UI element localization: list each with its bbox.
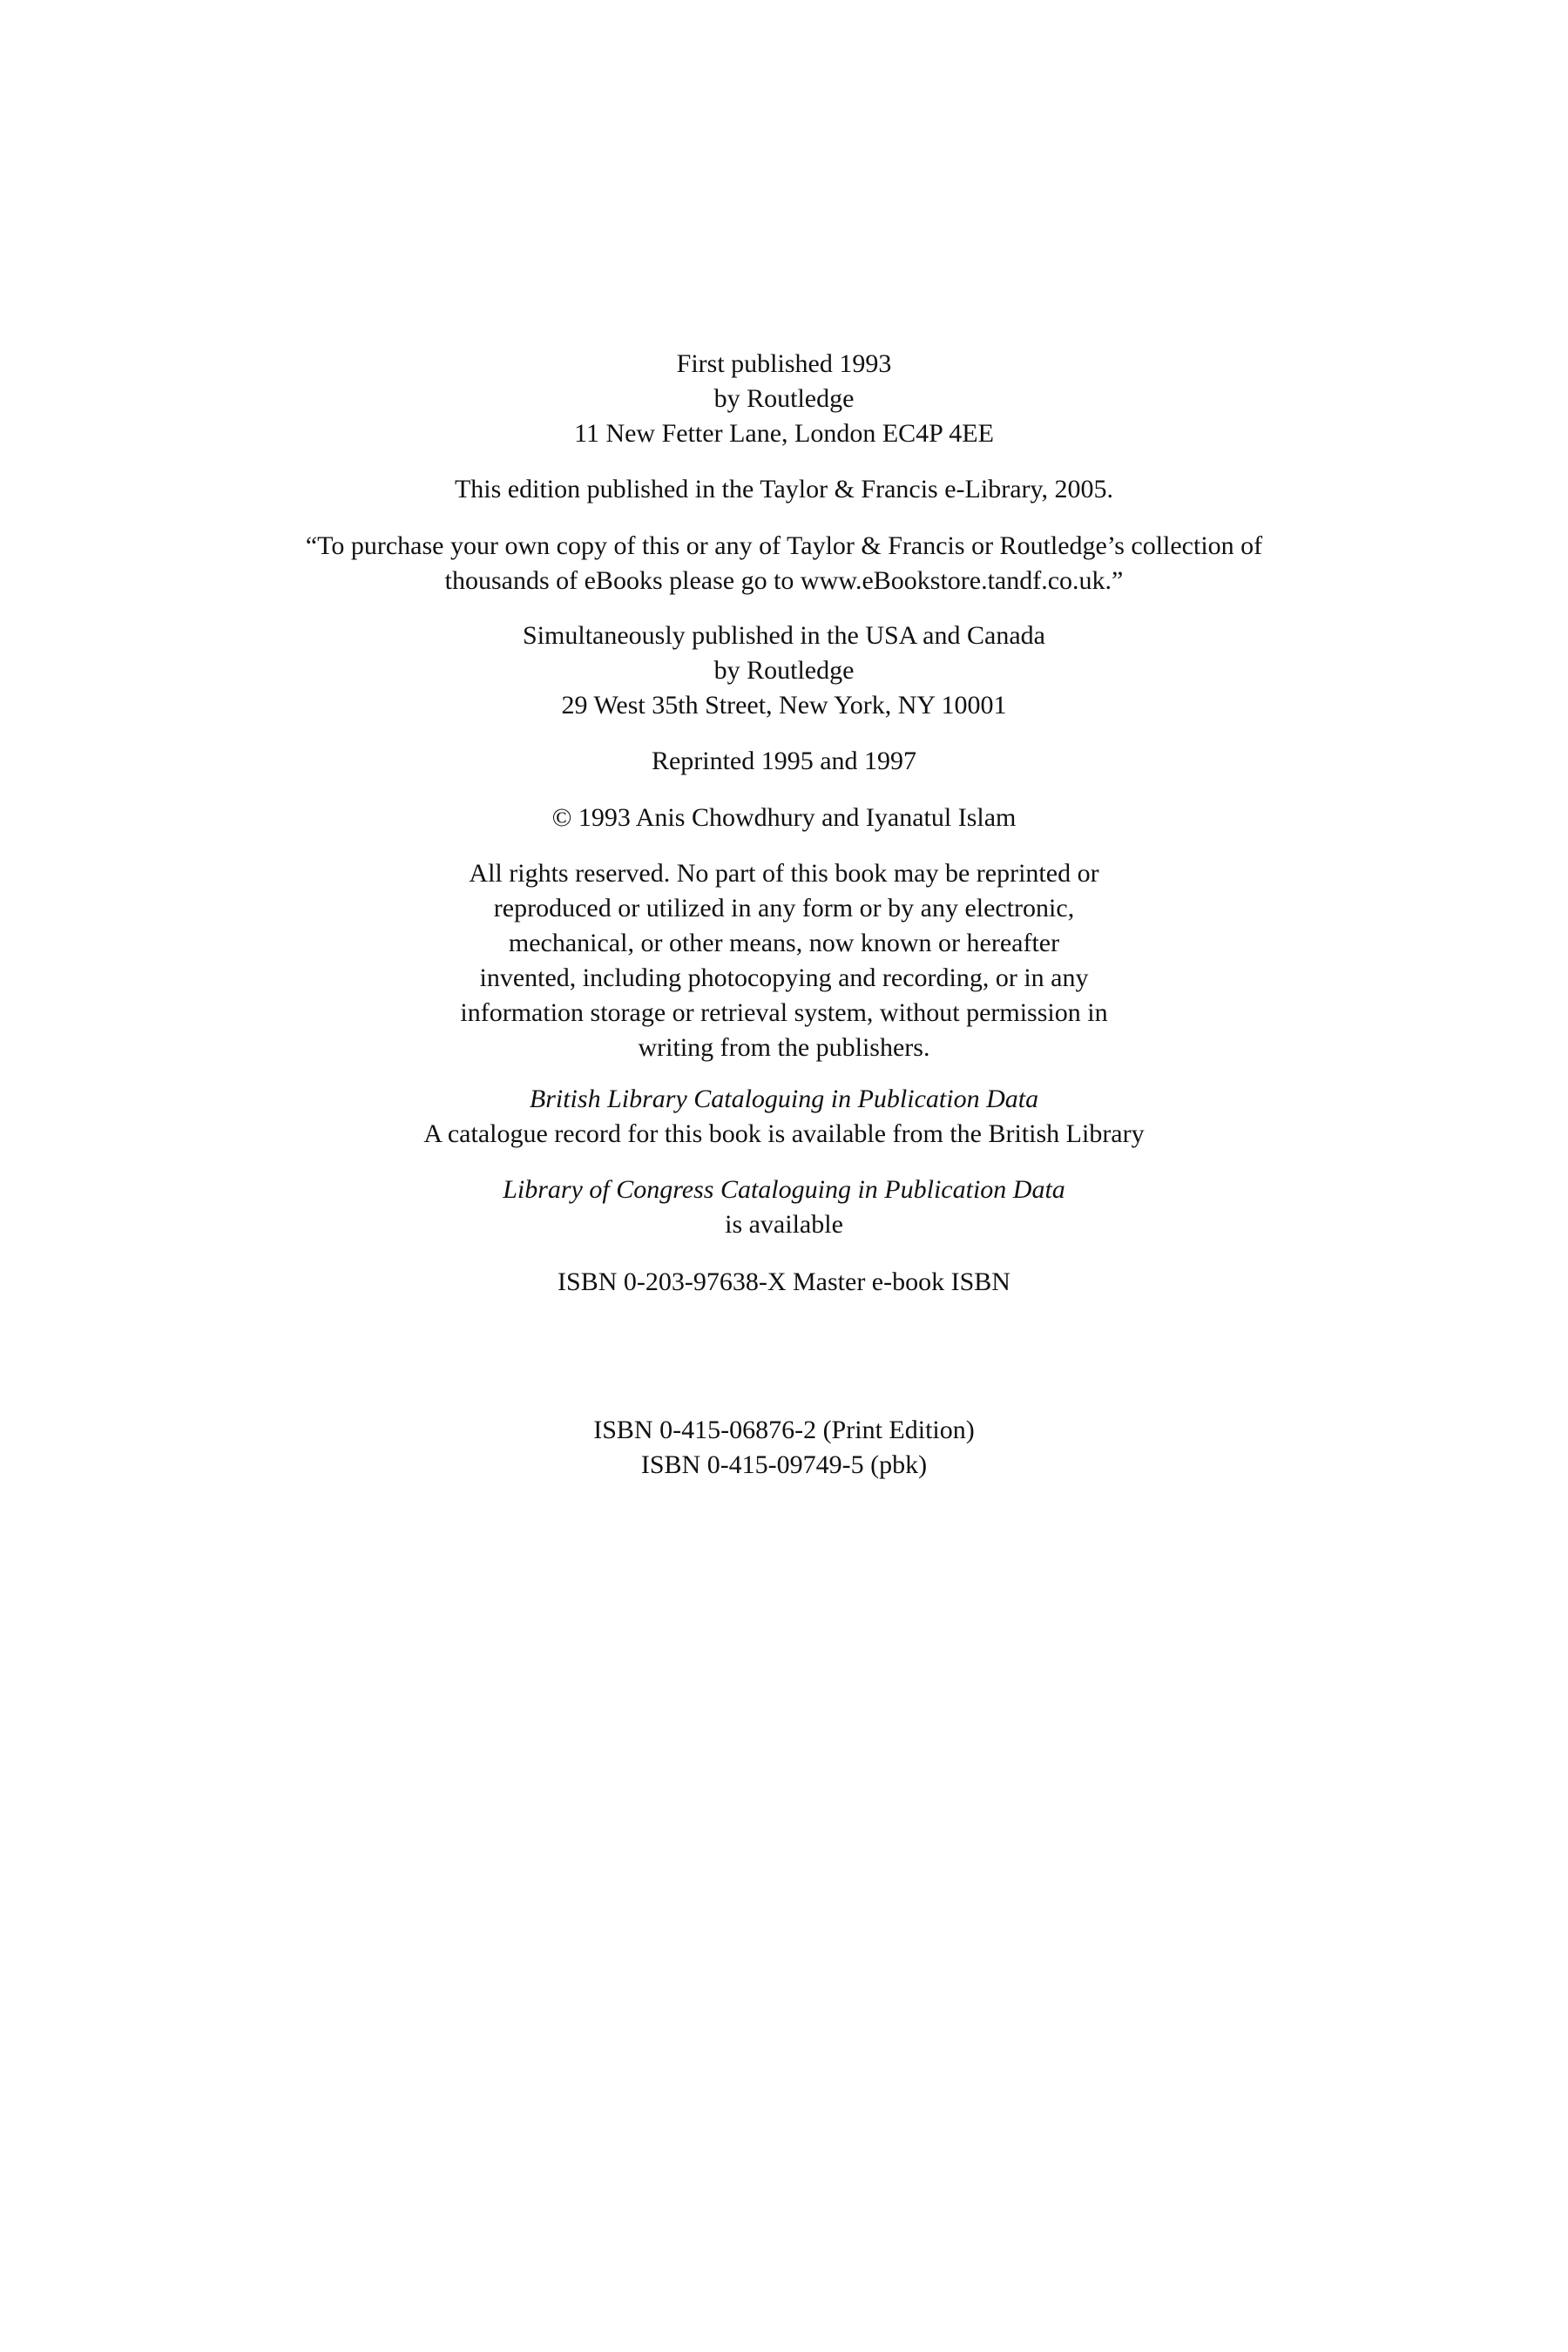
british-library-block: [0, 1082, 1568, 1152]
isbn-print-edition: ISBN 0-415-06876-2 (Print Edition): [593, 1416, 975, 1444]
rights-statement: [0, 856, 1568, 1065]
isbn-master-line: ISBN 0-203-97638-X Master e-book ISBN: [558, 1267, 1010, 1296]
rights-line-3: mechanical, or other means, now known or hereafter: [508, 929, 1060, 957]
rights-line-2: reproduced or utilized in any form or by any electronic,: [493, 894, 1075, 923]
copyright-line: © 1993 Anis Chowdhury and Iyanatul Islam: [551, 803, 1017, 832]
reprinted-line: Reprinted 1995 and 1997: [651, 747, 917, 775]
purchase-note: [0, 529, 1568, 598]
publisher-line: by Routledge: [713, 384, 855, 413]
british-library-heading: British Library Cataloguing in Publication Data: [529, 1085, 1039, 1113]
first-published-block: [0, 347, 1568, 451]
library-of-congress-heading: Library of Congress Cataloguing in Publication Data: [503, 1175, 1065, 1204]
isbn-paperback: ISBN 0-415-09749-5 (pbk): [640, 1450, 928, 1479]
copyright-notice: [0, 801, 1568, 835]
british-library-text: A catalogue record for this book is available from the British Library: [423, 1119, 1145, 1148]
rights-line-4: invented, including photocopying and recording, or in any: [479, 963, 1089, 992]
rights-line-5: information storage or retrieval system, without permission in: [460, 998, 1108, 1027]
rights-line-6: writing from the publishers.: [638, 1033, 930, 1062]
us-publisher-line: by Routledge: [713, 656, 855, 685]
rights-line-1: All rights reserved. No part of this book may be reprinted or: [469, 859, 1099, 888]
ebook-edition-note: [0, 472, 1568, 507]
reprinted-note: [0, 744, 1568, 779]
purchase-note-line-2: thousands of eBooks please go to www.eBookstore.tandf.co.uk.”: [444, 566, 1124, 595]
library-of-congress-block: [0, 1173, 1568, 1242]
us-publisher-address: 29 West 35th Street, New York, NY 10001: [561, 691, 1007, 720]
us-publication-block: [0, 618, 1568, 723]
first-published-line: First published 1993: [676, 349, 892, 378]
publisher-address: 11 New Fetter Lane, London EC4P 4EE: [574, 419, 994, 448]
isbn-print-block: [0, 1413, 1568, 1483]
us-publication-line: Simultaneously published in the USA and Canada: [523, 621, 1045, 650]
ebook-edition-line: This edition published in the Taylor & Francis e-Library, 2005.: [454, 475, 1114, 504]
library-of-congress-text: is available: [725, 1210, 843, 1239]
isbn-master: [0, 1265, 1568, 1300]
purchase-note-line-1: “To purchase your own copy of this or any of Taylor & Francis or Routledge’s collection of: [305, 531, 1263, 560]
